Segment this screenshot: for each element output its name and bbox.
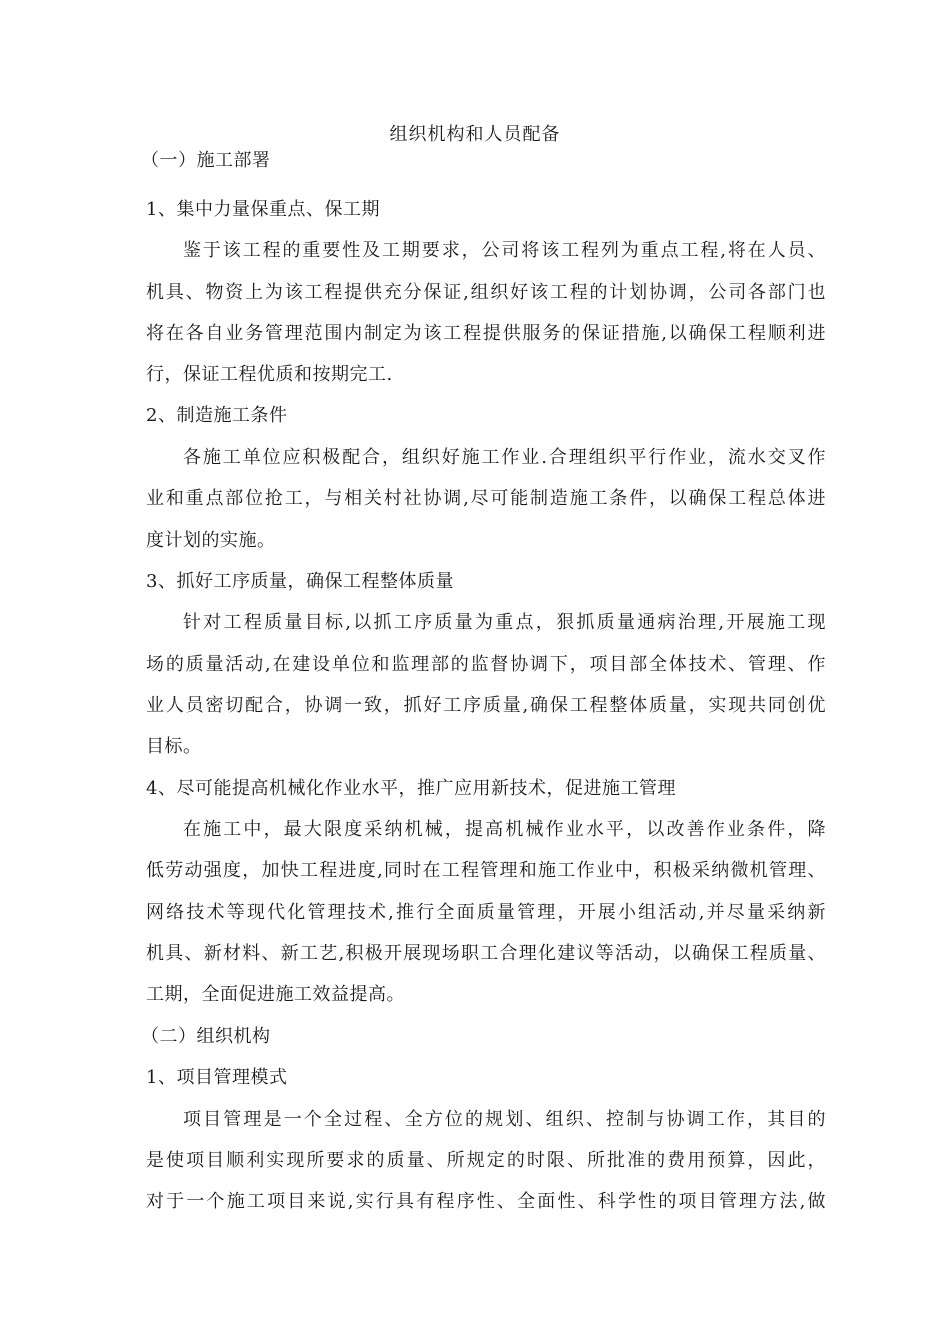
- paragraph-line: 行，保证工程优质和按期完工.: [146, 364, 393, 385]
- paragraph-line: 各施工单位应积极配合，组织好施工作业.合理组织平行作业，流水交叉作: [183, 447, 826, 468]
- paragraph-line: 对于一个施工项目来说,实行具有程序性、全面性、科学性的项目管理方法,做: [146, 1191, 826, 1212]
- paragraph-line: 工期，全面促进施工效益提高。: [146, 984, 405, 1005]
- paragraph-line: 网络技术等现代化管理技术,推行全面质量管理，开展小组活动,并尽量采纳新: [146, 902, 826, 923]
- subsection-heading: 3、抓好工序质量，确保工程整体质量: [146, 571, 454, 592]
- paragraph-line: 机具、物资上为该工程提供充分保证,组织好该工程的计划协调，公司各部门也: [146, 282, 826, 303]
- paragraph-line: 度计划的实施。: [146, 530, 276, 551]
- paragraph-line: 是使项目顺利实现所要求的质量、所规定的时限、所批准的费用预算，因此，: [146, 1150, 826, 1171]
- subsection-heading: 2、制造施工条件: [146, 405, 288, 426]
- paragraph-line: 业和重点部位抢工，与相关村社协调,尽可能制造施工条件，以确保工程总体进: [146, 488, 826, 509]
- paragraph-line: 鉴于该工程的重要性及工期要求，公司将该工程列为重点工程,将在人员、: [183, 240, 826, 261]
- section-heading: （一）施工部署: [141, 150, 271, 171]
- subsection-heading: 4、尽可能提高机械化作业水平，推广应用新技术，促进施工管理: [146, 778, 676, 799]
- paragraph-line: 目标。: [146, 736, 202, 757]
- paragraph-line: 针对工程质量目标,以抓工序质量为重点，狠抓质量通病治理,开展施工现: [183, 612, 826, 633]
- section-heading: （二）组织机构: [141, 1026, 271, 1047]
- paragraph-line: 将在各自业务管理范围内制定为该工程提供服务的保证措施,以确保工程顺利进: [146, 323, 826, 344]
- paragraph-line: 机具、新材料、新工艺,积极开展现场职工合理化建议等活动，以确保工程质量、: [146, 943, 826, 964]
- paragraph-line: 低劳动强度，加快工程进度,同时在工程管理和施工作业中，积极采纳微机管理、: [146, 860, 826, 881]
- page-title: 组织机构和人员配备: [389, 124, 561, 145]
- subsection-heading: 1、项目管理模式: [146, 1067, 288, 1088]
- paragraph-line: 在施工中，最大限度采纳机械，提高机械作业水平，以改善作业条件，降: [183, 819, 826, 840]
- paragraph-line: 场的质量活动,在建设单位和监理部的监督协调下，项目部全体技术、管理、作: [146, 654, 826, 675]
- subsection-heading: 1、集中力量保重点、保工期: [146, 199, 380, 220]
- paragraph-line: 业人员密切配合，协调一致，抓好工序质量,确保工程整体质量，实现共同创优: [146, 695, 826, 716]
- paragraph-line: 项目管理是一个全过程、全方位的规划、组织、控制与协调工作，其目的: [183, 1109, 826, 1130]
